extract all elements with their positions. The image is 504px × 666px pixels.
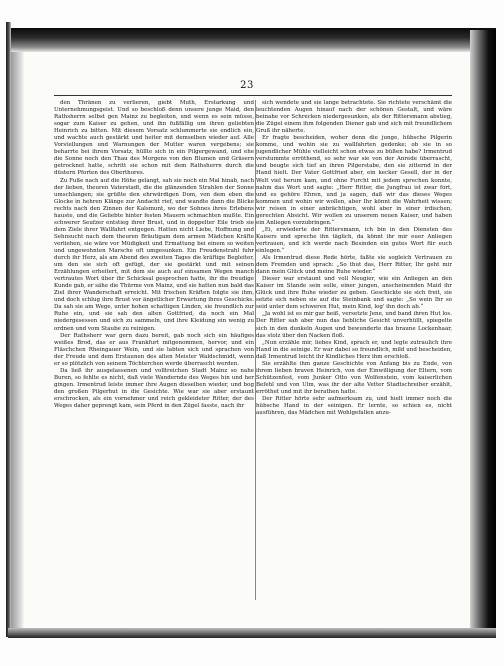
book-page (24, 52, 470, 628)
paragraph: Zu Fuße nach auf die Höhe gelangt, sah sie noch ein Mal hinab, nach der lieben, theuren Vaterstadt, die die glänzenden Strahlen der Sonne umschlangen; sie grüßte den ehrwürdigen Dom, von dem eben die Glocke in hehren Klänge zur Andacht rief, und wandte dann die Blicke rechts nach den Zinnen der Kalsmunt, wo der Sohnes ihres Erlebens hauste, und die Geliebte hinter festen Mauern schmachten mußte. Ein schwerer Seufzer entstieg ihrer Brust, und in doppelter Eile trieb sie dem Ziele ihrer Wallfahrt entgegen. Hatten nicht Liebe, Hoffnung und Sehnsucht nach dem theuren Bräutigam dem armen Mädchen Kräfte verliehen, sie wäre vor Müdigkeit und Ermattung bei einem so weiten und ungewohnten Marsche oft umgesunken. Ein Freudenstrahl fuhr durch ihr Herz, als am Abend des zweiten Tages die kräftige Begleiter, um den sie sich oft gefügt, der sie gestärkt und mit seinen Erzählungen erheitert, mit dem sie auch auf einsamen Wegen manch vertrautes Wort über ihr Schicksal gesprochen hatte, ihr die freudige Kunde gab, er sähe die Thürme von Mainz, und sie hatten nun bald das Ziel ihrer Wanderschaft erreicht. Mit frischen Kräften folgte sie ihm, und doch schlug ihre Brust vor ängstlicher Erwartung ihres Geschicks. Da sah sie am Wege, unter hohen schattigen Linden, sie freundlich zur Ruhe ein, und sie sah den alten Gottfried, da noch ein Mal niedergesessen und sich zu sammeln, und ihre Kleidung ein wenig zu ordnen und vom Staube zu reinigen. (54, 177, 254, 332)
paragraph: Da ließ ihr ausgelassenen und volltreichen Stadt Mainz so nahe Buren, so fehlte es nicht, daß viele Wandernde des Weges hin und her gingen. Irmentrud leiste immer ihre Augen dieselben wieder, und bog den großen Pilgerhut in die Gesichte. Wie war sie aber erstaunt erschrocken, als ein vornehmer und reich gekleideter Ritter, der des Weges daher geprengt kam, sein Pferd in den Zügel fasste, nach ihr (54, 367, 254, 410)
paragraph: Als Irmentrud diese Rede hörte, faßte sie sogleich Vertrauen zu dem Fremden und sprach: „So thut das, Herr Ritter, Ihr geht mir dann mein Glück und meine Ruhe wieder.“ (256, 255, 452, 276)
paragraph: Der Rathsherr war gern dazu bereit, gab noch sich ein häufiges weißes Brod, das er aus Frankfurt mitgenommen, hervor, und ein Fläschchen Rheingauer Wein, und sie labten sich und sprachen von der Freude und dem Erstaunen des alten Meister Waldschmidt, wenn er so plötzlich von seinem Töchterchen werde überrascht werden. (54, 332, 254, 367)
scanner-right-edge (470, 30, 496, 630)
right-column (256, 100, 452, 608)
scanner-bottom-edge (8, 628, 496, 638)
page-number: 23 (240, 80, 254, 91)
header-rule (54, 95, 452, 96)
left-column (54, 100, 254, 608)
paragraph: „Ja wohl ist es mir gar heiß, versetzte Jene, und band ihren Hut los. Der Ritter sah aber nun das liebliche Gesicht unverhüllt, spiegelte sich in den dunkeln Augen und bewunderte das braune Lockenhaar, das stolz über den Nacken floß. (256, 311, 452, 339)
paragraph: „Ei, erwiederte der Rittersmann, ich bin in den Diensten des Kaisers und spreche ihn täglich, da könnt ihr mir euer Anliegen vertrauen, und ich werde nach Besinden ein gutes Wort für euch einlegen.“ (256, 226, 452, 254)
scanner-top-edge (8, 28, 496, 52)
paragraph: sich wendete und sie lange betrachtete. Sie richtete verschämt die leuchtenden Augen hinauf nach der schönen Gestalt, und wäre beinahe vor Schrecken niedergesunken, als der Rittersmann abstieg, die Zügel einem ihm folgenden Diener gab und sich mit freundlichem Gruß ihr näherte. (256, 100, 452, 135)
paragraph: den Thränen zu verlieren, giebt Muth, Erstarkung und Unternehmungsgeist. Und so beschloß denn unsere junge Maid, den Rathsherrn selbst gen Mainz zu begleiten, und wenn es sein müsse, sogar zum Kaiser zu gehen, und ihn fußfällig um ihren geliebten Heinrich zu bitten. Mit diesem Vorsatz schlummerte sie endlich ein, und wachte auch gestärkt und heiter mit demselben wieder auf. Alle Vorstellungen und Warnungen der Mutter waren vergebens; sie beharrte bei ihrem Vorsatz, hüllte sich in ein Pilgergewand, und ehe die Sonne noch den Thau des Morgens von den Blumen und Gräsern getrocknet hatte, schritt sie schon mit dem Rathsherrn durch die düstern Pforten des Oberthores. (54, 100, 254, 177)
book-spine-shadow (11, 52, 25, 628)
paragraph: Dieser war erstaunt und voll Neugier, wie ein Anliegen an den Kaiser im Stande sein solle, einer jungen, anscheinenden Maid ihr Glück und ihre Ruhe wieder zu geben. Geschickte sie sich freit, sie setzte sich neben sie auf die Steinbank und sagte: „So wein Ihr so seid unter dem schweren Hut, mein Kind, leg' ihn doch ab.“ (256, 276, 452, 311)
paragraph: „Nun erzähle mir, liebes Kind, sprach er, und legte zutraulich ihre Hand in die seinige. Er war dabei so freundlich, mild und bescheiden, daß Irmentrud leicht ihr Kindliches Herz ihm erschloß. (256, 339, 452, 360)
paragraph: Er fragte bescheiden, woher denn die junge, hübsche Pilgerin komme, und wohin sie zu wallfahrten gedenke; ob sie in so jugendlicher Mühle vielleicht schon etwas zu büßen habe? Irmentrud verstummte erröthend, so sehr war sie von der Anrede überrascht, und beugte sich tief an ihren Pilgerstabe, den sie zitternd in der Hand hielt. Der Vater Gottfried aber, ein kecker Gesell, der in der Welt viel herum kam, und ohne Furcht mit jedem sprechen konnte, nahm das Wort und sagte: „Herr Ritter, die Jungfrau ist zwar fort, und es gehöre Ehren, und ja sagen, daß wir das dieses Weges kommen und wohin wir wollen, aber Ihr könnt die Wahrheit wissen; wir reisen in einer anbrächtigen, wohl aber in einer irdischen, gerechten Absicht. Wir wollen zu unserem neuen Kaiser, und haben ein Anliegen vorzubringen.“ (256, 135, 452, 226)
paragraph: Der Ritter hörte sehr aufmerksam zu, und hielt immer noch die hübsche Hand in der seinigen. Er lernte, so schien es, nicht ausführen, das Mädchen mit Wohlgefallen anzu- (256, 395, 452, 417)
paragraph: Sie erzählte ihm ganze Geschichte von Anfang bis zu Ende, von ihrem lieben braven Heinrich, von der Einwilligung der Eltern, vom Schützenfest, vom Junker Otto von Wolfenstein, vom kaiserlichen Befehl und von Ulm, was ihr der alte Vetter Stadtschreiber erzählt, erröthet und mit ihr berathen hatte. (256, 360, 452, 395)
